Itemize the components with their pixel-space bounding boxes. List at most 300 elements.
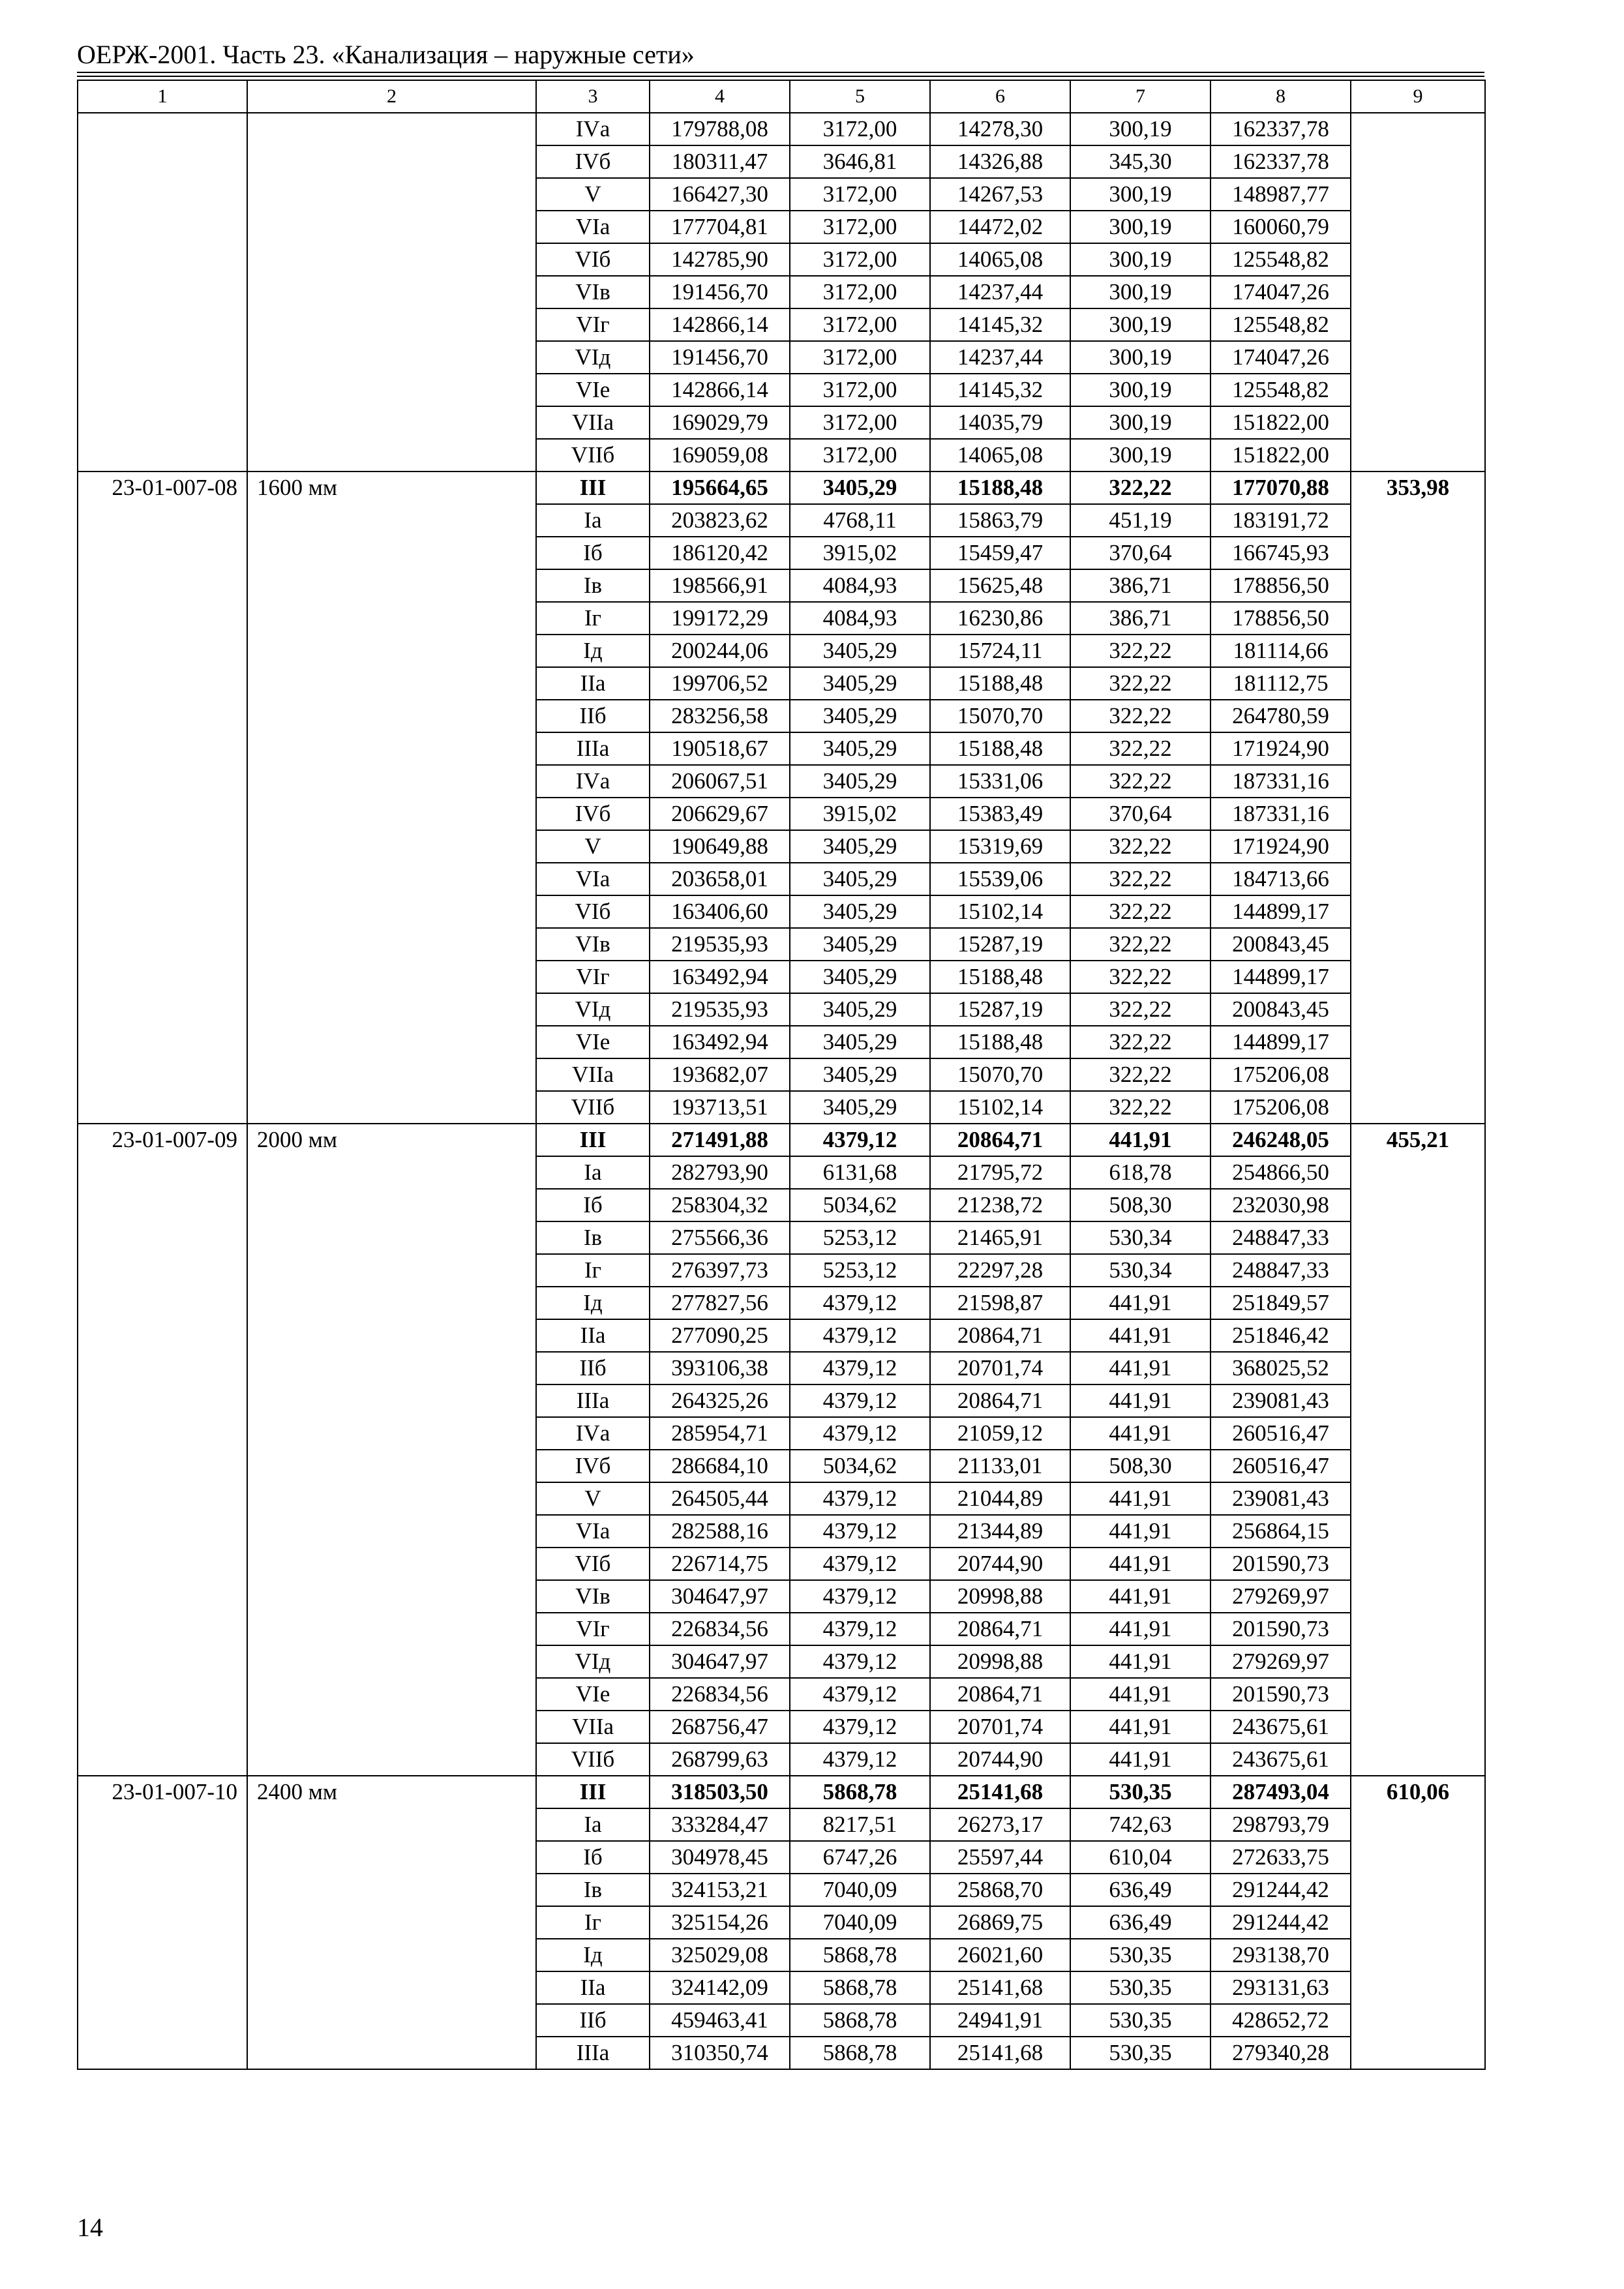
category-cell: VIб [536, 243, 650, 276]
value-cell: 3172,00 [790, 178, 930, 211]
value-cell: 162337,78 [1210, 113, 1351, 145]
value-cell: 264325,26 [650, 1384, 790, 1417]
value-cell: 370,64 [1070, 537, 1210, 569]
value-cell: 4379,12 [790, 1678, 930, 1711]
value-cell: 21133,01 [930, 1450, 1070, 1482]
value-cell: 8217,51 [790, 1808, 930, 1841]
category-cell: IIIа [536, 1384, 650, 1417]
value-cell: 618,78 [1070, 1156, 1210, 1189]
category-cell: V [536, 178, 650, 211]
value-cell: 300,19 [1070, 276, 1210, 308]
value-cell: 324153,21 [650, 1874, 790, 1906]
value-cell: 3172,00 [790, 341, 930, 374]
value-cell: 530,35 [1070, 1939, 1210, 1971]
header-rule-top [77, 72, 1484, 73]
value-cell: 304647,97 [650, 1580, 790, 1613]
value-cell: 193682,07 [650, 1058, 790, 1091]
value-cell: 3405,29 [790, 993, 930, 1026]
category-cell: IIа [536, 1319, 650, 1352]
value-cell: 180311,47 [650, 145, 790, 178]
value-cell: 15625,48 [930, 569, 1070, 602]
value-cell: 16230,86 [930, 602, 1070, 635]
value-cell: 125548,82 [1210, 243, 1351, 276]
value-cell: 3405,29 [790, 765, 930, 798]
value-cell: 184713,66 [1210, 863, 1351, 895]
value-cell: 198566,91 [650, 569, 790, 602]
category-cell: VIд [536, 341, 650, 374]
value-cell: 742,63 [1070, 1808, 1210, 1841]
value-cell: 181112,75 [1210, 667, 1351, 700]
value-cell: 441,91 [1070, 1352, 1210, 1384]
value-cell: 142866,14 [650, 374, 790, 406]
value-cell: 322,22 [1070, 635, 1210, 667]
value-cell: 20701,74 [930, 1352, 1070, 1384]
header-rule-bottom [77, 76, 1484, 77]
value-cell: 203823,62 [650, 504, 790, 537]
value-cell: 275566,36 [650, 1221, 790, 1254]
category-cell: IVб [536, 145, 650, 178]
value-cell: 21795,72 [930, 1156, 1070, 1189]
category-cell: Iв [536, 569, 650, 602]
value-cell: 3405,29 [790, 1058, 930, 1091]
page-header: ОЕРЖ-2001. Часть 23. «Канализация – наружные сети» [77, 40, 695, 69]
value-cell: 25868,70 [930, 1874, 1070, 1906]
value-cell: 268799,63 [650, 1743, 790, 1776]
value-cell: 232030,98 [1210, 1189, 1351, 1221]
category-cell: Iа [536, 1156, 650, 1189]
category-cell: IIб [536, 2004, 650, 2037]
category-cell: VIб [536, 895, 650, 928]
value-cell: 282793,90 [650, 1156, 790, 1189]
value-cell: 268756,47 [650, 1711, 790, 1743]
value-cell: 285954,71 [650, 1417, 790, 1450]
value-cell: 200244,06 [650, 635, 790, 667]
category-cell: Iг [536, 1254, 650, 1287]
category-cell: IVа [536, 765, 650, 798]
value-cell: 15188,48 [930, 667, 1070, 700]
value-cell: 3172,00 [790, 276, 930, 308]
value-cell: 4379,12 [790, 1124, 930, 1156]
value-cell: 14326,88 [930, 145, 1070, 178]
category-cell: IIIа [536, 732, 650, 765]
value-cell: 3915,02 [790, 798, 930, 830]
value-cell: 530,35 [1070, 1971, 1210, 2004]
value-cell: 272633,75 [1210, 1841, 1351, 1874]
value-cell: 200843,45 [1210, 928, 1351, 961]
value-cell: 14472,02 [930, 211, 1070, 243]
value-cell: 4379,12 [790, 1645, 930, 1678]
value-cell: 179788,08 [650, 113, 790, 145]
value-cell: 7040,09 [790, 1874, 930, 1906]
value-cell: 160060,79 [1210, 211, 1351, 243]
category-cell: VIг [536, 1613, 650, 1645]
value-cell: 3172,00 [790, 211, 930, 243]
category-cell: IVа [536, 113, 650, 145]
value-cell: 345,30 [1070, 145, 1210, 178]
value-cell: 441,91 [1070, 1743, 1210, 1776]
category-cell: IIб [536, 700, 650, 732]
name-cell [247, 113, 536, 471]
category-cell: VIа [536, 211, 650, 243]
value-cell: 20864,71 [930, 1384, 1070, 1417]
category-cell: VIг [536, 308, 650, 341]
col9-cell: 455,21 [1351, 1124, 1485, 1776]
value-cell: 20998,88 [930, 1580, 1070, 1613]
value-cell: 393106,38 [650, 1352, 790, 1384]
value-cell: 171924,90 [1210, 830, 1351, 863]
value-cell: 276397,73 [650, 1254, 790, 1287]
value-cell: 20744,90 [930, 1743, 1070, 1776]
value-cell: 293131,63 [1210, 1971, 1351, 2004]
value-cell: 5868,78 [790, 1971, 930, 2004]
value-cell: 3405,29 [790, 700, 930, 732]
value-cell: 15102,14 [930, 1091, 1070, 1124]
value-cell: 441,91 [1070, 1515, 1210, 1548]
value-cell: 441,91 [1070, 1384, 1210, 1417]
value-cell: 322,22 [1070, 1058, 1210, 1091]
value-cell: 15287,19 [930, 993, 1070, 1026]
name-cell: 2400 мм [247, 1776, 536, 2069]
value-cell: 3405,29 [790, 830, 930, 863]
value-cell: 3405,29 [790, 863, 930, 895]
value-cell: 191456,70 [650, 276, 790, 308]
value-cell: 4768,11 [790, 504, 930, 537]
value-cell: 441,91 [1070, 1548, 1210, 1580]
value-cell: 5868,78 [790, 1939, 930, 1971]
value-cell: 256864,15 [1210, 1515, 1351, 1548]
value-cell: 15863,79 [930, 504, 1070, 537]
value-cell: 201590,73 [1210, 1613, 1351, 1645]
column-number-cell: 8 [1210, 80, 1351, 113]
value-cell: 226834,56 [650, 1678, 790, 1711]
value-cell: 459463,41 [650, 2004, 790, 2037]
value-cell: 6131,68 [790, 1156, 930, 1189]
category-cell: IIIа [536, 2037, 650, 2069]
value-cell: 181114,66 [1210, 635, 1351, 667]
value-cell: 386,71 [1070, 569, 1210, 602]
value-cell: 20998,88 [930, 1645, 1070, 1678]
value-cell: 21044,89 [930, 1482, 1070, 1515]
value-cell: 14145,32 [930, 374, 1070, 406]
value-cell: 322,22 [1070, 928, 1210, 961]
value-cell: 530,34 [1070, 1221, 1210, 1254]
category-cell: Iд [536, 1287, 650, 1319]
value-cell: 14267,53 [930, 178, 1070, 211]
value-cell: 15319,69 [930, 830, 1070, 863]
value-cell: 4084,93 [790, 602, 930, 635]
category-cell: Iг [536, 602, 650, 635]
value-cell: 322,22 [1070, 1026, 1210, 1058]
value-cell: 291244,42 [1210, 1874, 1351, 1906]
value-cell: 279269,97 [1210, 1645, 1351, 1678]
value-cell: 636,49 [1070, 1874, 1210, 1906]
category-cell: III [536, 1776, 650, 1808]
value-cell: 163492,94 [650, 961, 790, 993]
value-cell: 428652,72 [1210, 2004, 1351, 2037]
value-cell: 4379,12 [790, 1319, 930, 1352]
value-cell: 15102,14 [930, 895, 1070, 928]
value-cell: 271491,88 [650, 1124, 790, 1156]
value-cell: 248847,33 [1210, 1221, 1351, 1254]
value-cell: 15070,70 [930, 1058, 1070, 1091]
column-number-cell: 2 [247, 80, 536, 113]
value-cell: 322,22 [1070, 863, 1210, 895]
category-cell: IVб [536, 798, 650, 830]
value-cell: 4379,12 [790, 1743, 930, 1776]
value-cell: 14237,44 [930, 341, 1070, 374]
value-cell: 243675,61 [1210, 1743, 1351, 1776]
value-cell: 199172,29 [650, 602, 790, 635]
table-row-main [78, 471, 1485, 504]
value-cell: 175206,08 [1210, 1091, 1351, 1124]
value-cell: 441,91 [1070, 1124, 1210, 1156]
column-number-cell: 4 [650, 80, 790, 113]
value-cell: 163492,94 [650, 1026, 790, 1058]
table-row [78, 113, 1485, 145]
value-cell: 162337,78 [1210, 145, 1351, 178]
value-cell: 251849,57 [1210, 1287, 1351, 1319]
value-cell: 14145,32 [930, 308, 1070, 341]
value-cell: 3405,29 [790, 1026, 930, 1058]
table-body [78, 80, 1485, 2069]
value-cell: 142866,14 [650, 308, 790, 341]
value-cell: 15287,19 [930, 928, 1070, 961]
value-cell: 183191,72 [1210, 504, 1351, 537]
value-cell: 239081,43 [1210, 1482, 1351, 1515]
value-cell: 441,91 [1070, 1580, 1210, 1613]
value-cell: 5868,78 [790, 1776, 930, 1808]
value-cell: 3646,81 [790, 145, 930, 178]
value-cell: 4379,12 [790, 1711, 930, 1743]
column-number-cell: 5 [790, 80, 930, 113]
value-cell: 14278,30 [930, 113, 1070, 145]
value-cell: 300,19 [1070, 406, 1210, 439]
value-cell: 20864,71 [930, 1319, 1070, 1352]
value-cell: 441,91 [1070, 1645, 1210, 1678]
value-cell: 322,22 [1070, 667, 1210, 700]
value-cell: 15331,06 [930, 765, 1070, 798]
value-cell: 300,19 [1070, 178, 1210, 211]
value-cell: 15188,48 [930, 961, 1070, 993]
category-cell: IVб [536, 1450, 650, 1482]
value-cell: 5253,12 [790, 1221, 930, 1254]
page-number: 14 [77, 2213, 103, 2242]
value-cell: 441,91 [1070, 1678, 1210, 1711]
value-cell: 20744,90 [930, 1548, 1070, 1580]
value-cell: 26273,17 [930, 1808, 1070, 1841]
value-cell: 287493,04 [1210, 1776, 1351, 1808]
value-cell: 178856,50 [1210, 569, 1351, 602]
value-cell: 264780,59 [1210, 700, 1351, 732]
value-cell: 325154,26 [650, 1906, 790, 1939]
column-number-row [78, 80, 1485, 113]
value-cell: 322,22 [1070, 732, 1210, 765]
value-cell: 258304,32 [650, 1189, 790, 1221]
category-cell: VIIа [536, 1058, 650, 1091]
value-cell: 163406,60 [650, 895, 790, 928]
category-cell: Iд [536, 1939, 650, 1971]
value-cell: 4379,12 [790, 1580, 930, 1613]
value-cell: 325029,08 [650, 1939, 790, 1971]
category-cell: IIб [536, 1352, 650, 1384]
value-cell: 20701,74 [930, 1711, 1070, 1743]
value-cell: 324142,09 [650, 1971, 790, 2004]
value-cell: 6747,26 [790, 1841, 930, 1874]
category-cell: VIIа [536, 1711, 650, 1743]
value-cell: 3915,02 [790, 537, 930, 569]
value-cell: 166745,93 [1210, 537, 1351, 569]
column-number-cell: 9 [1351, 80, 1485, 113]
value-cell: 206067,51 [650, 765, 790, 798]
value-cell: 219535,93 [650, 928, 790, 961]
value-cell: 322,22 [1070, 1091, 1210, 1124]
category-cell: VIIа [536, 406, 650, 439]
value-cell: 144899,17 [1210, 961, 1351, 993]
value-cell: 15539,06 [930, 863, 1070, 895]
value-cell: 322,22 [1070, 895, 1210, 928]
col9-cell: 353,98 [1351, 471, 1485, 1124]
column-number-cell: 1 [78, 80, 247, 113]
value-cell: 169059,08 [650, 439, 790, 471]
value-cell: 151822,00 [1210, 406, 1351, 439]
value-cell: 4379,12 [790, 1287, 930, 1319]
category-cell: Iа [536, 1808, 650, 1841]
code-cell: 23-01-007-10 [78, 1776, 247, 2069]
value-cell: 125548,82 [1210, 308, 1351, 341]
name-cell: 2000 мм [247, 1124, 536, 1776]
value-cell: 286684,10 [650, 1450, 790, 1482]
value-cell: 187331,16 [1210, 765, 1351, 798]
price-table [77, 80, 1486, 2070]
value-cell: 4379,12 [790, 1613, 930, 1645]
category-cell: IIа [536, 1971, 650, 2004]
value-cell: 5253,12 [790, 1254, 930, 1287]
value-cell: 260516,47 [1210, 1450, 1351, 1482]
value-cell: 24941,91 [930, 2004, 1070, 2037]
category-cell: VIе [536, 1678, 650, 1711]
value-cell: 282588,16 [650, 1515, 790, 1548]
value-cell: 21059,12 [930, 1417, 1070, 1450]
value-cell: 219535,93 [650, 993, 790, 1026]
value-cell: 3405,29 [790, 928, 930, 961]
value-cell: 251846,42 [1210, 1319, 1351, 1352]
value-cell: 14065,08 [930, 439, 1070, 471]
value-cell: 190518,67 [650, 732, 790, 765]
category-cell: VIг [536, 961, 650, 993]
value-cell: 300,19 [1070, 308, 1210, 341]
category-cell: Iв [536, 1221, 650, 1254]
value-cell: 304978,45 [650, 1841, 790, 1874]
category-cell: VIIб [536, 1743, 650, 1776]
value-cell: 151822,00 [1210, 439, 1351, 471]
value-cell: 322,22 [1070, 700, 1210, 732]
value-cell: 293138,70 [1210, 1939, 1351, 1971]
value-cell: 15188,48 [930, 732, 1070, 765]
column-number-cell: 3 [536, 80, 650, 113]
col9-cell: 610,06 [1351, 1776, 1485, 2069]
value-cell: 3172,00 [790, 113, 930, 145]
category-cell: VIб [536, 1548, 650, 1580]
category-cell: VIIб [536, 439, 650, 471]
category-cell: Iг [536, 1906, 650, 1939]
category-cell: III [536, 471, 650, 504]
value-cell: 248847,33 [1210, 1254, 1351, 1287]
category-cell: Iа [536, 504, 650, 537]
value-cell: 20864,71 [930, 1678, 1070, 1711]
value-cell: 298793,79 [1210, 1808, 1351, 1841]
value-cell: 125548,82 [1210, 374, 1351, 406]
value-cell: 300,19 [1070, 243, 1210, 276]
value-cell: 451,19 [1070, 504, 1210, 537]
value-cell: 239081,43 [1210, 1384, 1351, 1417]
value-cell: 193713,51 [650, 1091, 790, 1124]
value-cell: 15188,48 [930, 1026, 1070, 1058]
value-cell: 7040,09 [790, 1906, 930, 1939]
value-cell: 226714,75 [650, 1548, 790, 1580]
value-cell: 5868,78 [790, 2004, 930, 2037]
value-cell: 26021,60 [930, 1939, 1070, 1971]
category-cell: VIа [536, 863, 650, 895]
value-cell: 190649,88 [650, 830, 790, 863]
value-cell: 15188,48 [930, 471, 1070, 504]
value-cell: 15383,49 [930, 798, 1070, 830]
value-cell: 3405,29 [790, 732, 930, 765]
value-cell: 142785,90 [650, 243, 790, 276]
value-cell: 199706,52 [650, 667, 790, 700]
col9-cell [1351, 113, 1485, 471]
value-cell: 3405,29 [790, 667, 930, 700]
value-cell: 21238,72 [930, 1189, 1070, 1221]
code-cell: 23-01-007-08 [78, 471, 247, 1124]
value-cell: 283256,58 [650, 700, 790, 732]
value-cell: 508,30 [1070, 1189, 1210, 1221]
value-cell: 530,35 [1070, 2004, 1210, 2037]
value-cell: 15070,70 [930, 700, 1070, 732]
value-cell: 25141,68 [930, 1971, 1070, 2004]
value-cell: 4084,93 [790, 569, 930, 602]
value-cell: 25597,44 [930, 1841, 1070, 1874]
category-cell: VIа [536, 1515, 650, 1548]
value-cell: 370,64 [1070, 798, 1210, 830]
value-cell: 25141,68 [930, 1776, 1070, 1808]
value-cell: 177070,88 [1210, 471, 1351, 504]
value-cell: 322,22 [1070, 765, 1210, 798]
value-cell: 5034,62 [790, 1450, 930, 1482]
value-cell: 322,22 [1070, 961, 1210, 993]
value-cell: 441,91 [1070, 1319, 1210, 1352]
value-cell: 441,91 [1070, 1613, 1210, 1645]
value-cell: 15459,47 [930, 537, 1070, 569]
value-cell: 203658,01 [650, 863, 790, 895]
value-cell: 226834,56 [650, 1613, 790, 1645]
value-cell: 264505,44 [650, 1482, 790, 1515]
value-cell: 14237,44 [930, 276, 1070, 308]
value-cell: 4379,12 [790, 1515, 930, 1548]
category-cell: Iб [536, 1189, 650, 1221]
value-cell: 310350,74 [650, 2037, 790, 2069]
value-cell: 441,91 [1070, 1417, 1210, 1450]
category-cell: V [536, 1482, 650, 1515]
value-cell: 333284,47 [650, 1808, 790, 1841]
value-cell: 636,49 [1070, 1906, 1210, 1939]
category-cell: VIв [536, 1580, 650, 1613]
value-cell: 3405,29 [790, 961, 930, 993]
value-cell: 175206,08 [1210, 1058, 1351, 1091]
category-cell: VIе [536, 374, 650, 406]
value-cell: 279269,97 [1210, 1580, 1351, 1613]
value-cell: 610,04 [1070, 1841, 1210, 1874]
category-cell: Iб [536, 537, 650, 569]
